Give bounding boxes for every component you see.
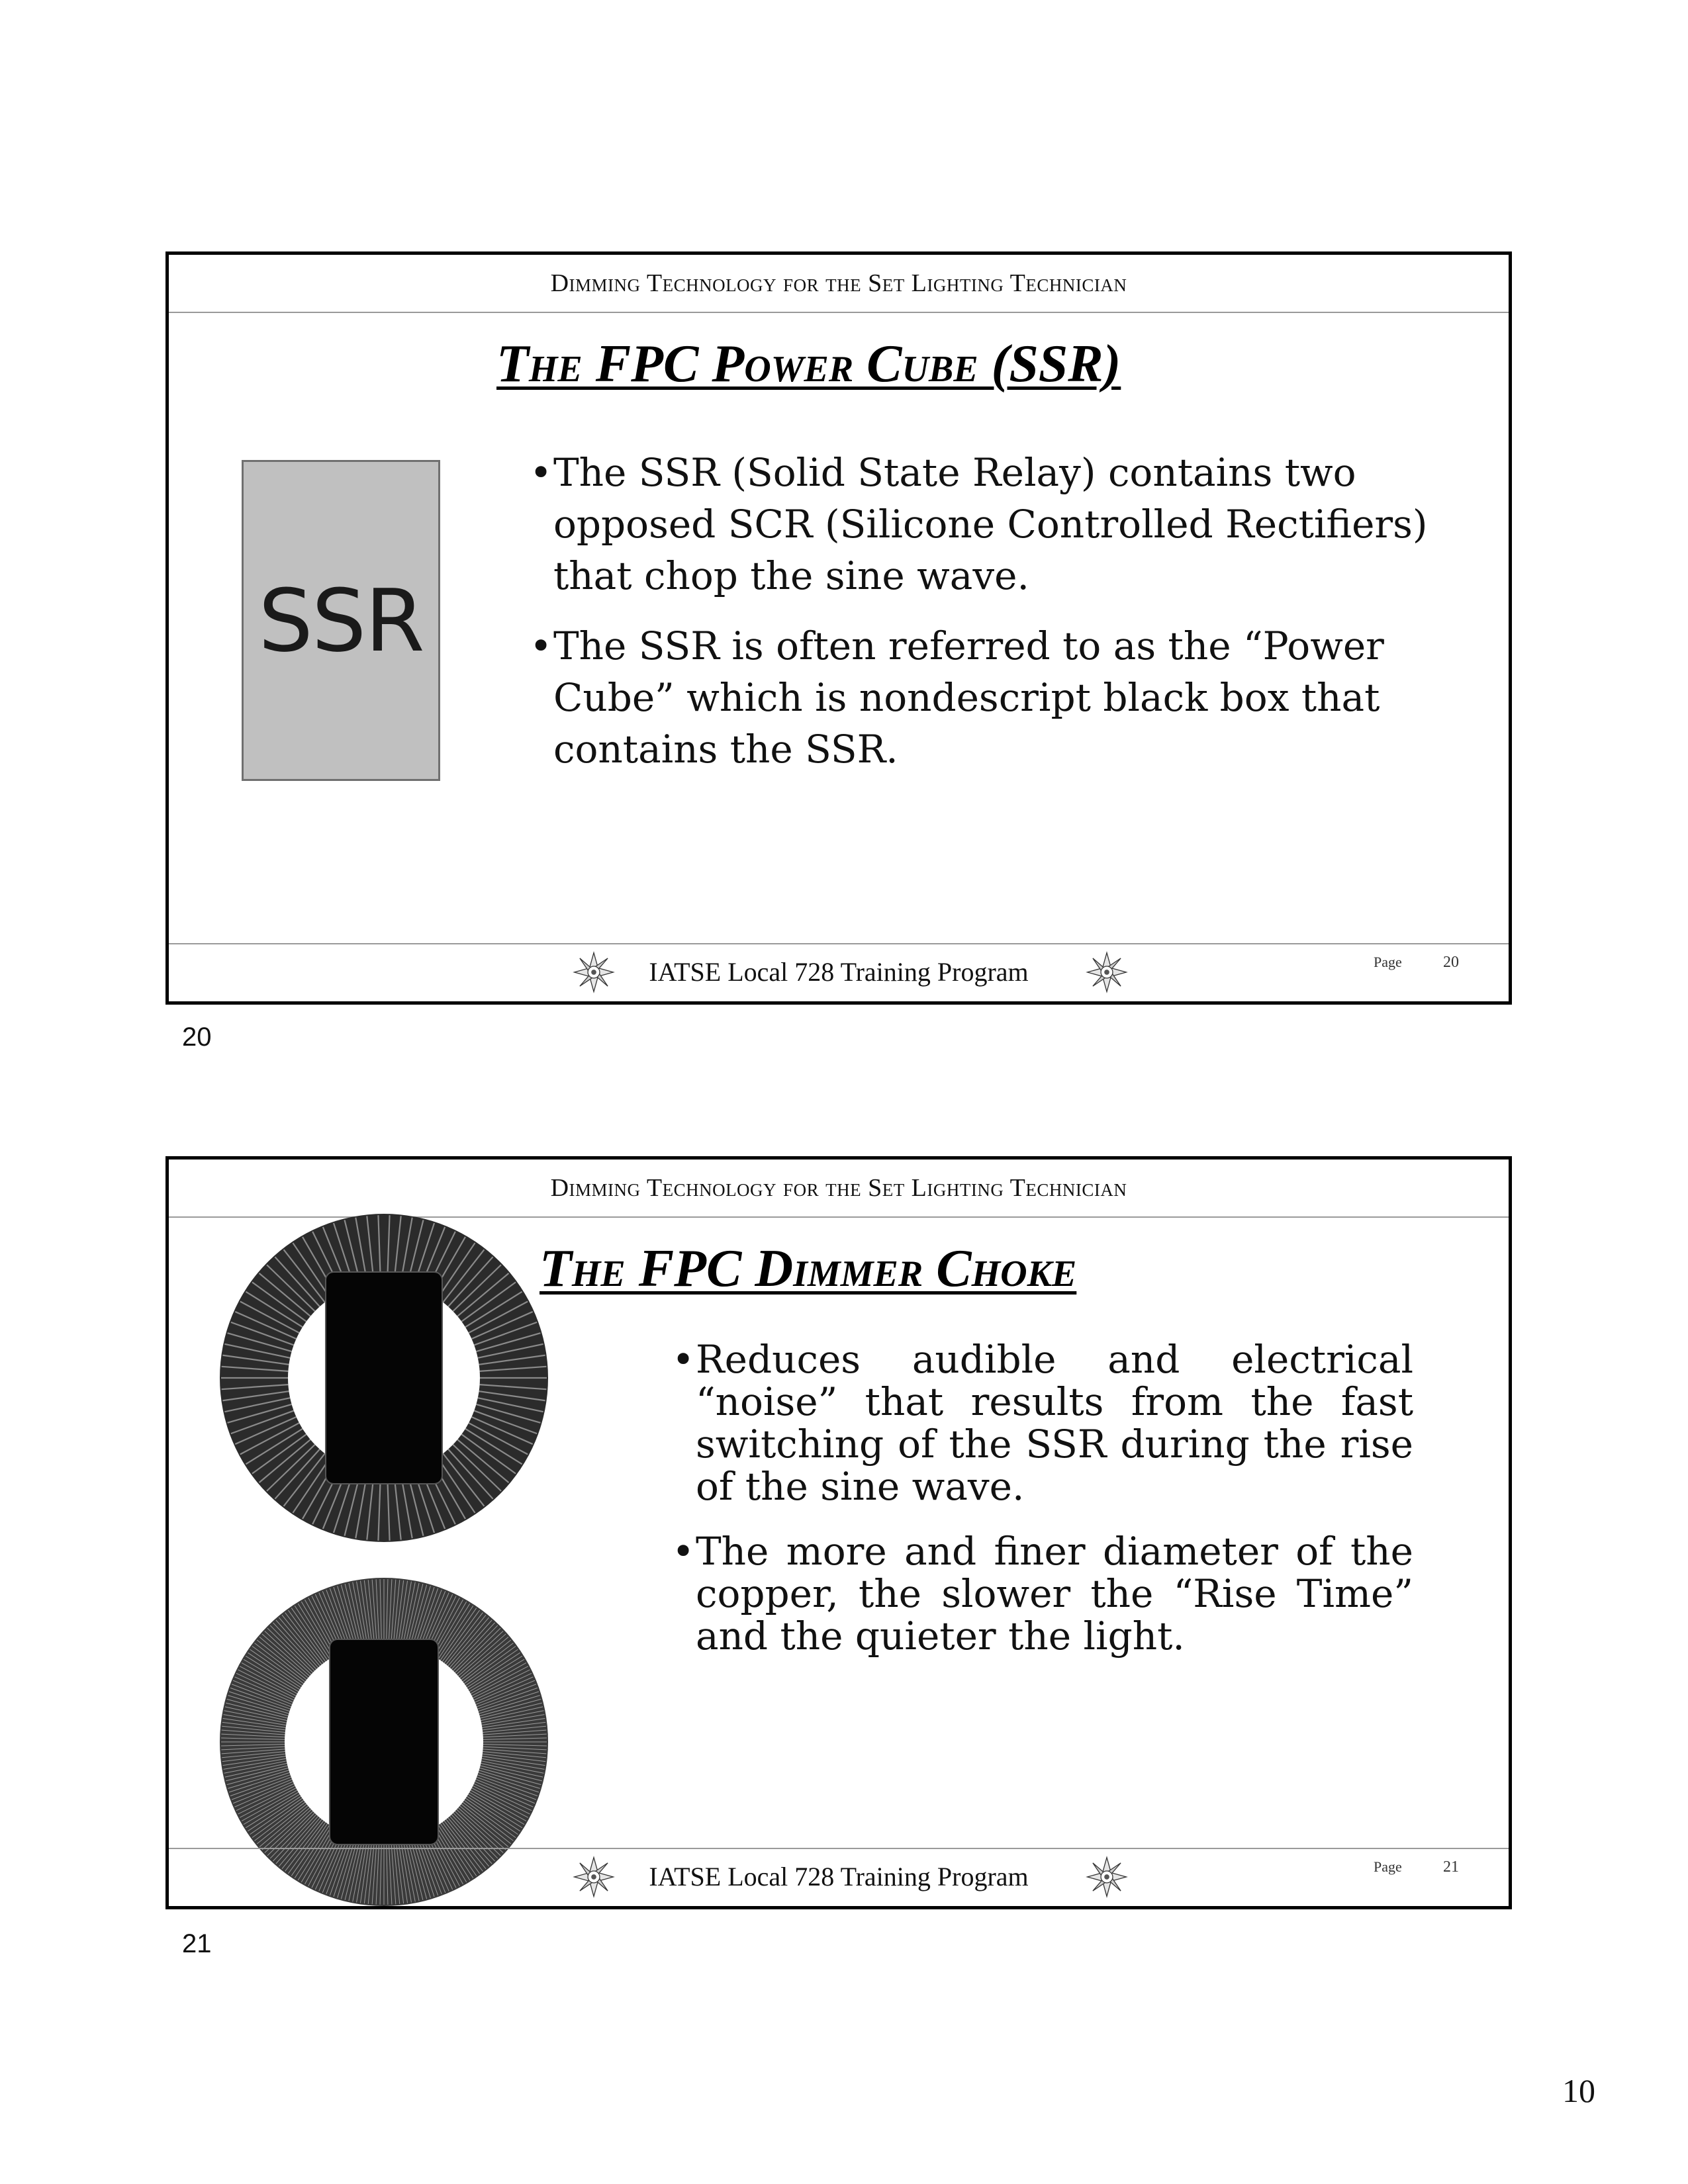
slide-footer <box>169 943 1509 1001</box>
footer-page-number: 21 <box>1443 1858 1459 1876</box>
footer-page-label: Page <box>1374 954 1402 970</box>
iatse-emblem-icon <box>1086 1856 1128 1898</box>
iatse-emblem-icon <box>1086 951 1128 993</box>
footer-page-number: 20 <box>1443 954 1459 971</box>
slide-body <box>672 1338 1413 1680</box>
footer-program: IATSE Local 728 Training Program <box>649 957 1029 987</box>
toroid-choke-coarse-icon <box>218 1212 549 1543</box>
slide-number-label: 21 <box>182 1929 212 1958</box>
page-number: 10 <box>1562 2072 1595 2109</box>
slide-title: The FPC Dimmer Choke <box>539 1240 1077 1298</box>
slide-header: Dimming Technology for the Set Lighting Technician <box>169 255 1509 313</box>
bullet-item: • The SSR (Solid State Relay) contains two opposed SCR (Silicone Controlled Rectifiers) that chop the sine wave. <box>530 447 1456 602</box>
slide-20 <box>165 251 1512 1005</box>
slide-header: Dimming Technology for the Set Lighting Technician <box>169 1160 1509 1218</box>
footer-page-label: Page <box>1374 1858 1402 1875</box>
slide-title: The FPC Power Cube (SSR) <box>496 335 1121 393</box>
slide-footer <box>169 1848 1509 1906</box>
ssr-image <box>242 460 440 781</box>
ssr-image-label: SSR <box>258 570 424 671</box>
bullet-item: • The more and finer diameter of the copper, the slower the “Rise Time” and the quieter the light. <box>672 1530 1413 1657</box>
slide-number-label: 20 <box>182 1023 212 1052</box>
slide-21 <box>165 1156 1512 1909</box>
slide-body <box>530 447 1456 794</box>
bullet-item: • The SSR is often referred to as the “Power Cube” which is nondescript black box that contains the SSR. <box>530 620 1456 775</box>
bullet-item: • Reduces audible and electrical “noise” that results from the fast switching of the SSR during the rise of the sine wave. <box>672 1338 1413 1508</box>
footer-program: IATSE Local 728 Training Program <box>649 1862 1029 1891</box>
